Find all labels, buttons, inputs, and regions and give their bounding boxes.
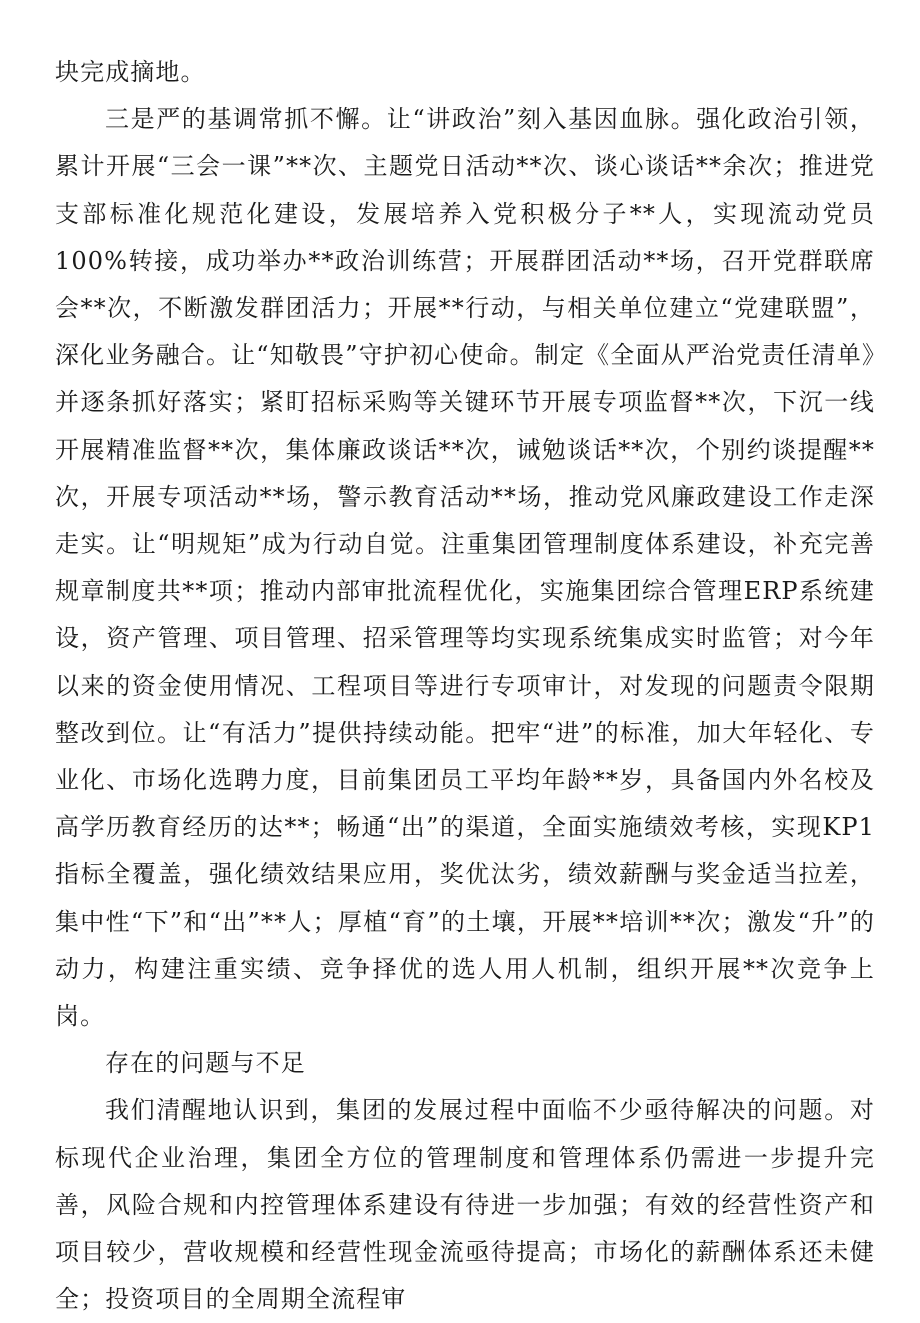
- section-heading-problems: 存在的问题与不足: [105, 1049, 306, 1078]
- document-body: [55, 49, 875, 1323]
- paragraph-strict-discipline: 三是严的基调常抓不懈。让“讲政治”刻入基因血脉。强化政治引领，累计开展“三会一课”**次、主题党日活动**次、谈心谈话**余次；推进党支部标准化规范化建设，发展培养入党积极分子**人，实现流动党员100%转接，成功举办**政治训练营；开展群团活动**场，召开党群联席会**次，不断激发群团活力；开展**行动，与相关单位建立“党建联盟”，深化业务融合。让“知敬畏”守护初心使命。制定《全面从严治党责任清单》并逐条抓好落实；紧盯招标采购等关键环节开展专项监督**次，下沉一线开展精准监督**次，集体廉政谈话**次，诫勉谈话**次，个别约谈提醒**次，开展专项活动**场，警示教育活动**场，推动党风廉政建设工作走深走实。让“明规矩”成为行动自觉。注重集团管理制度体系建设，补充完善规章制度共**项；推动内部审批流程优化，实施集团综合管理ERP系统建设，资产管理、项目管理、招采管理等均实现系统集成实时监管；对今年以来的资金使用情况、工程项目等进行专项审计，对发现的问题责令限期整改到位。让“有活力”提供持续动能。把牢“进”的标准，加大年轻化、专业化、市场化选聘力度，目前集团员工平均年龄**岁，具备国内外名校及高学历教育经历的达**；畅通“出”的渠道，全面实施绩效考核，实现KP1指标全覆盖，强化绩效结果应用，奖优汰劣，绩效薪酬与奖金适当拉差，集中性“下”和“出”**人；厚植“育”的土壤，开展**培训**次；激发“升”的动力，构建注重实绩、竞争择优的选人用人机制，组织开展**次竞争上岗。: [55, 105, 875, 1031]
- continued-paragraph: 块完成摘地。: [55, 58, 206, 86]
- paragraph-problems: 我们清醒地认识到，集团的发展过程中面临不少亟待解决的问题。对标现代企业治理，集团全方位的管理制度和管理体系仍需进一步提升完善，风险合规和内控管理体系建设有待进一步加强；有效的经营性资产和项目较少，营收规模和经营性现金流亟待提高；市场化的薪酬体系还未健全；投资项目的全周期全流程审: [55, 1096, 875, 1314]
